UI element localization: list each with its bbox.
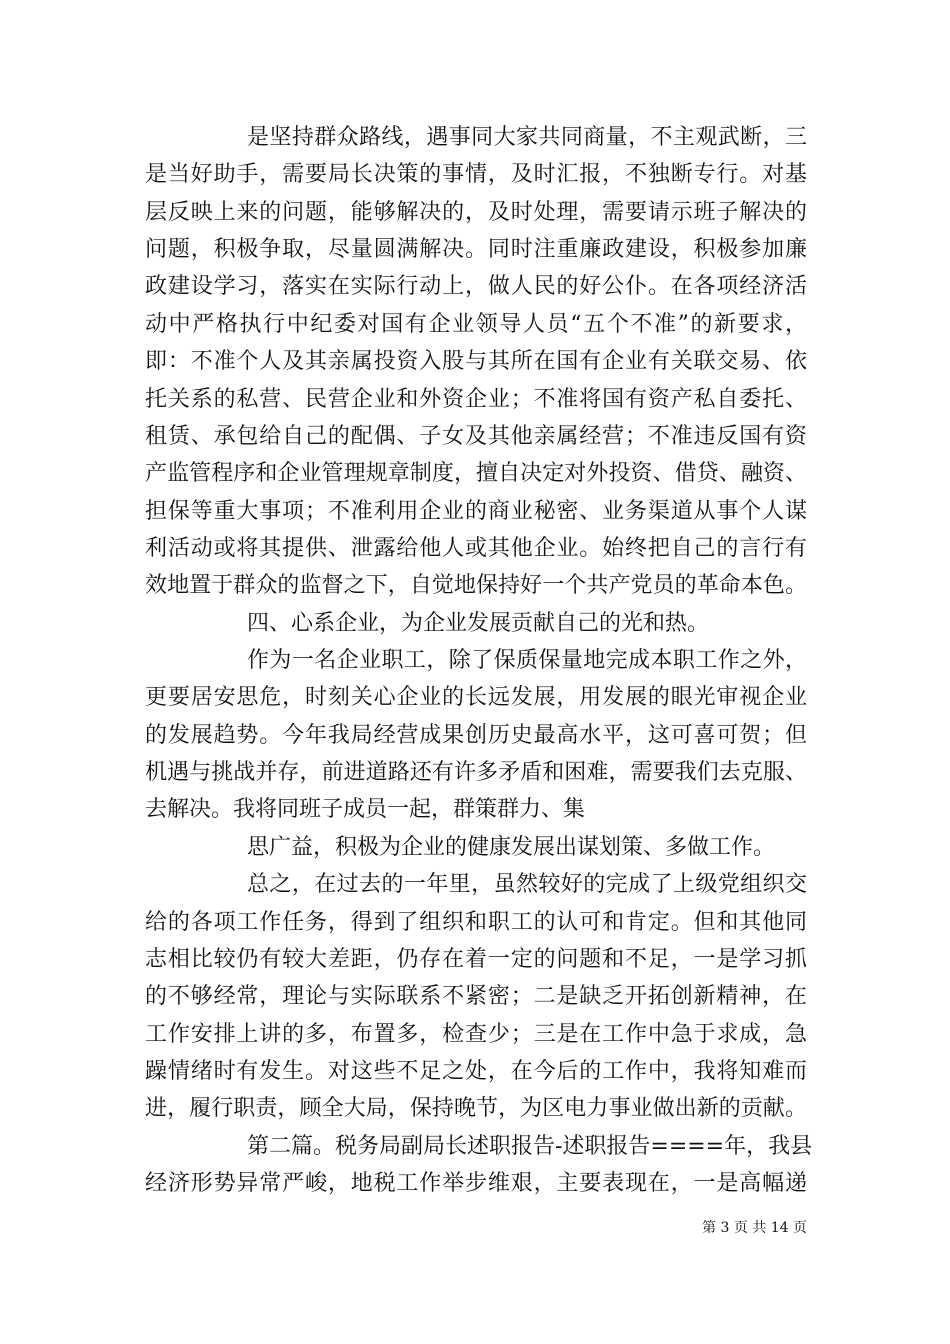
text-line: 思广益，积极为企业的健康发展出谋划策、多做工作。 bbox=[247, 834, 776, 860]
text-line: 政建设学习，落实在实际行动上，做人民的好公仆。在各项经济活 bbox=[145, 274, 807, 300]
text-line: 租赁、承包给自己的配偶、子女及其他亲属经营；不准违反国有资 bbox=[145, 423, 807, 449]
text-line: 的不够经常，理论与实际联系不紧密；二是缺乏开拓创新精神，在 bbox=[145, 984, 807, 1010]
text-line: 经济形势异常严峻，地税工作举步维艰，主要表现在，一是高幅递 bbox=[145, 1171, 807, 1197]
section-heading bbox=[145, 605, 807, 642]
page-number: 第 3 页 共 14 页 bbox=[702, 1220, 807, 1236]
text-line: 躁情绪时有发生。对这些不足之处，在今后的工作中，我将知难而 bbox=[145, 1058, 807, 1084]
text-line: 担保等重大事项；不准利用企业的商业秘密、业务渠道从事个人谋 bbox=[145, 498, 807, 524]
document-body bbox=[145, 119, 813, 1202]
text-line: 总之，在过去的一年里，虽然较好的完成了上级党组织交 bbox=[247, 872, 807, 898]
text-line: 四、心系企业，为企业发展贡献自己的光和热。 bbox=[247, 610, 710, 636]
text-line: 利活动或将其提供、泄露给他人或其他企业。始终把自己的言行有 bbox=[145, 535, 807, 561]
text-line: 作为一名企业职工，除了保质保量地完成本职工作之外， bbox=[247, 648, 807, 674]
paragraph bbox=[145, 866, 807, 1128]
text-line: 效地置于群众的监督之下，自觉地保持好一个共产党员的革命本色。 bbox=[145, 573, 807, 599]
text-line: 第二篇。税务局副局长述职报告-述职报告====年，我县 bbox=[247, 1133, 813, 1159]
paragraph bbox=[145, 119, 807, 605]
text-line: 动中严格执行中纪委对国有企业领导人员“五个不准”的新要求， bbox=[145, 311, 807, 337]
text-line: 去解决。我将同班子成员一起，群策群力、集 bbox=[145, 797, 586, 823]
text-line: 即：不准个人及其亲属投资入股与其所在国有企业有关联交易、依 bbox=[145, 349, 807, 375]
text-line: 更要居安思危，时刻关心企业的长远发展，用发展的眼光审视企业 bbox=[145, 685, 807, 711]
text-line: 志相比较仍有较大差距，仍存在着一定的问题和不足，一是学习抓 bbox=[145, 946, 807, 972]
text-line: 是坚持群众路线，遇事同大家共同商量，不主观武断，三 bbox=[247, 125, 807, 150]
text-line: 层反映上来的问题，能够解决的，及时处理，需要请示班子解决的 bbox=[145, 199, 807, 225]
paragraph bbox=[145, 642, 807, 829]
paragraph bbox=[145, 1128, 813, 1203]
paragraph bbox=[145, 829, 807, 866]
text-line: 是当好助手，需要局长决策的事情，及时汇报，不独断专行。对基 bbox=[145, 162, 807, 188]
text-line: 机遇与挑战并存，前进道路还有许多矛盾和困难，需要我们去克服、 bbox=[145, 760, 807, 786]
text-line: 问题，积极争取，尽量圆满解决。同时注重廉政建设，积极参加廉 bbox=[145, 237, 807, 263]
text-line: 给的各项工作任务，得到了组织和职工的认可和肯定。但和其他同 bbox=[145, 909, 807, 935]
text-line: 工作安排上讲的多，布置多，检查少；三是在工作中急于求成，急 bbox=[145, 1021, 807, 1047]
text-line: 的发展趋势。今年我局经营成果创历史最高水平，这可喜可贺；但 bbox=[145, 722, 807, 748]
text-line: 产监管程序和企业管理规章制度，擅自决定对外投资、借贷、融资、 bbox=[145, 461, 807, 487]
text-line: 进，履行职责，顾全大局，保持晚节，为区电力事业做出新的贡献。 bbox=[145, 1096, 807, 1122]
text-line: 托关系的私营、民营企业和外资企业；不准将国有资产私自委托、 bbox=[145, 386, 807, 412]
